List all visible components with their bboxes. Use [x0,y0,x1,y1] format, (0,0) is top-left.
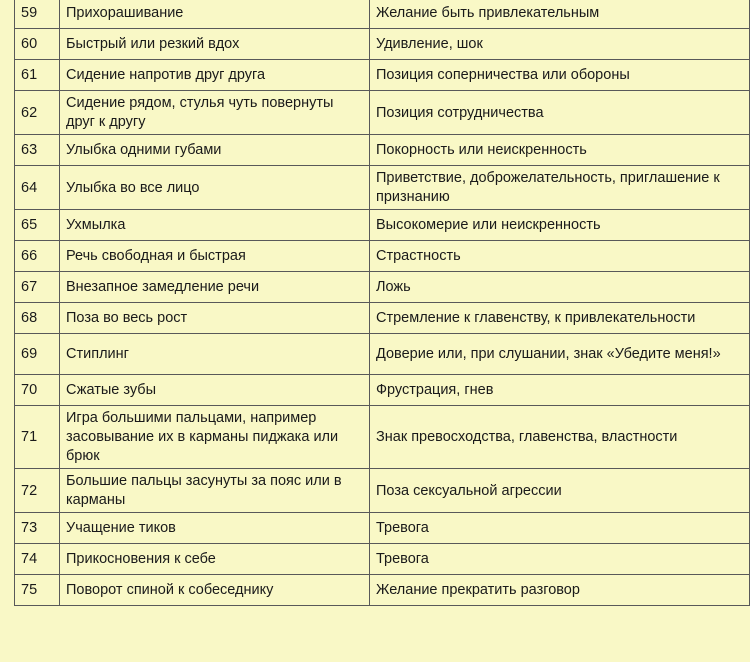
row-number: 61 [15,60,60,91]
cue-cell: Учащение тиков [60,513,370,544]
table-row [15,210,750,241]
table-row [15,29,750,60]
row-number: 62 [15,91,60,135]
row-number: 69 [15,334,60,375]
cue-cell: Большие пальцы засунуты за пояс или в карманы [60,469,370,513]
table-row [15,469,750,513]
cue-cell: Улыбка во все лицо [60,166,370,210]
cue-cell: Стиплинг [60,334,370,375]
meaning-cell: Желание прекратить разговор [370,575,750,606]
row-number: 60 [15,29,60,60]
row-number: 68 [15,303,60,334]
cue-cell: Внезапное замедление речи [60,272,370,303]
table-row [15,375,750,406]
table-row [15,91,750,135]
table-row [15,406,750,469]
meaning-cell: Стремление к главенству, к привлекательности [370,303,750,334]
meaning-cell: Удивление, шок [370,29,750,60]
cue-cell: Сидение рядом, стулья чуть повернуты друг к другу [60,91,370,135]
row-number: 66 [15,241,60,272]
meaning-cell: Позиция сотрудничества [370,91,750,135]
row-number: 71 [15,406,60,469]
cue-cell: Сжатые зубы [60,375,370,406]
body-language-table [14,0,750,606]
row-number: 73 [15,513,60,544]
meaning-cell: Покорность или неискренность [370,135,750,166]
table-row [15,0,750,29]
table-body [15,0,750,606]
row-number: 70 [15,375,60,406]
cue-cell: Поза во весь рост [60,303,370,334]
row-number: 65 [15,210,60,241]
row-number: 64 [15,166,60,210]
meaning-cell: Доверие или, при слушании, знак «Убедите меня!» [370,334,750,375]
cue-cell: Поворот спиной к собеседнику [60,575,370,606]
cue-cell: Прикосновения к себе [60,544,370,575]
row-number: 63 [15,135,60,166]
row-number: 74 [15,544,60,575]
meaning-cell: Позиция соперничества или обороны [370,60,750,91]
meaning-cell: Поза сексуальной агрессии [370,469,750,513]
cue-cell: Ухмылка [60,210,370,241]
meaning-cell: Тревога [370,544,750,575]
meaning-cell: Фрустрация, гнев [370,375,750,406]
meaning-cell: Приветствие, доброжелательность, приглашение к признанию [370,166,750,210]
cue-cell: Игра большими пальцами, например засовывание их в карманы пиджака или брюк [60,406,370,469]
table-row [15,575,750,606]
row-number: 75 [15,575,60,606]
meaning-cell: Высокомерие или неискренность [370,210,750,241]
cue-cell: Прихорашивание [60,0,370,29]
meaning-cell: Тревога [370,513,750,544]
table-row [15,334,750,375]
table-row [15,272,750,303]
cue-cell: Сидение напротив друг друга [60,60,370,91]
table-row [15,544,750,575]
table-row [15,513,750,544]
meaning-cell: Страстность [370,241,750,272]
meaning-cell: Желание быть привлекательным [370,0,750,29]
table-row [15,135,750,166]
table-row [15,166,750,210]
table-row [15,303,750,334]
meaning-cell: Знак превосходства, главенства, властности [370,406,750,469]
row-number: 67 [15,272,60,303]
cue-cell: Улыбка одними губами [60,135,370,166]
row-number: 59 [15,0,60,29]
cue-cell: Быстрый или резкий вдох [60,29,370,60]
meaning-cell: Ложь [370,272,750,303]
cue-cell: Речь свободная и быстрая [60,241,370,272]
table-row [15,241,750,272]
row-number: 72 [15,469,60,513]
table-row [15,60,750,91]
